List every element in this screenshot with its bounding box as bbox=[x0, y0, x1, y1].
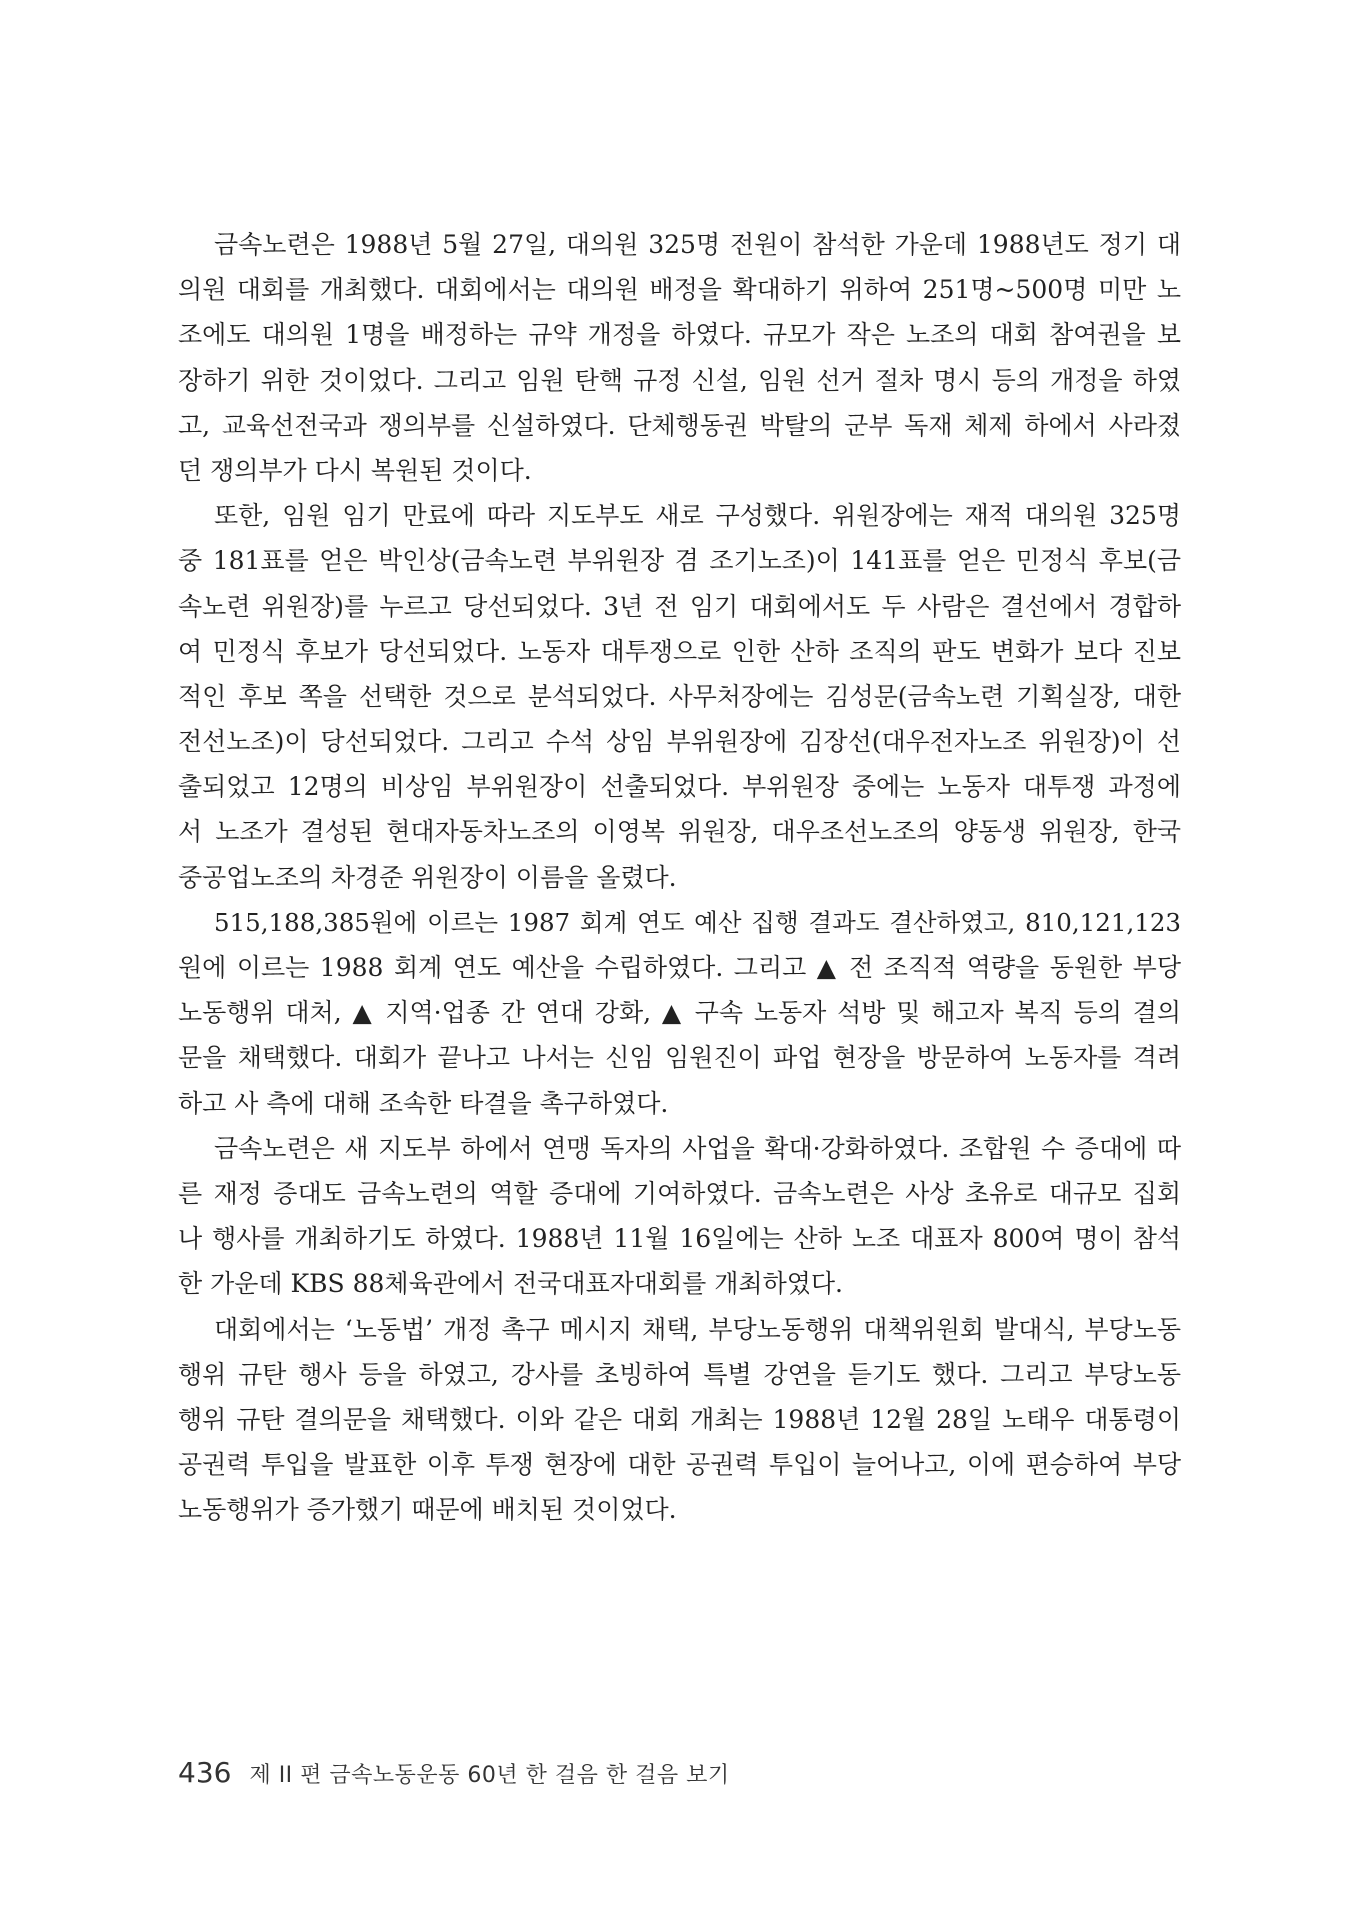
text-line: 금속노련은 1988년 5월 27일, 대의원 325명 전원이 참석한 가운데 1988년도 정기 대 bbox=[214, 230, 1181, 259]
text-line: 장하기 위한 것이었다. 그리고 임원 탄핵 규정 신설, 임원 선거 절차 명시 등의 개정을 하였 bbox=[178, 365, 1181, 395]
text-line: 노동행위 대처, ▲ 지역·업종 간 연대 강화, ▲ 구속 노동자 석방 및 해고자 복직 등의 결의 bbox=[178, 998, 1181, 1028]
paragraph-4 bbox=[178, 1126, 1181, 1307]
text-line: 또한, 임원 임기 만료에 따라 지도부도 새로 구성했다. 위원장에는 재적 대의원 325명 bbox=[214, 501, 1181, 531]
page-footer bbox=[178, 1756, 730, 1796]
text-line: 중 181표를 얻은 박인상(금속노련 부위원장 겸 조기노조)이 141표를 얻은 민정식 후보(금 bbox=[178, 546, 1181, 576]
paragraph-3 bbox=[178, 900, 1181, 1126]
text-line: 던 쟁의부가 다시 복원된 것이다. bbox=[178, 455, 532, 485]
running-title: 제 II 편 금속노동운동 60년 한 걸음 한 걸음 보기 bbox=[249, 1763, 730, 1788]
text-line: 대회에서는 ‘노동법’ 개정 촉구 메시지 채택, 부당노동행위 대책위원회 발대식, 부당노동 bbox=[214, 1314, 1181, 1344]
page-body bbox=[178, 222, 1181, 1532]
page-number: 436 bbox=[178, 1756, 232, 1789]
paragraph-1 bbox=[178, 222, 1181, 493]
text-line: 른 재정 증대도 금속노련의 역할 증대에 기여하였다. 금속노련은 사상 초유로 대규모 집회 bbox=[178, 1178, 1181, 1208]
text-line: 금속노련은 새 지도부 하에서 연맹 독자의 사업을 확대·강화하였다. 조합원 수 증대에 따 bbox=[214, 1133, 1181, 1163]
paragraph-2 bbox=[178, 493, 1181, 900]
text-line: 의원 대회를 개최했다. 대회에서는 대의원 배정을 확대하기 위하여 251명~500명 미만 노 bbox=[178, 275, 1181, 305]
text-line: 전선노조)이 당선되었다. 그리고 수석 상임 부위원장에 김장선(대우전자노조 위원장)이 선 bbox=[178, 727, 1181, 757]
text-line: 원에 이르는 1988 회계 연도 예산을 수립하였다. 그리고 ▲ 전 조직적 역량을 동원한 부당 bbox=[178, 953, 1181, 982]
text-line: 적인 후보 쪽을 선택한 것으로 분석되었다. 사무처장에는 김성문(금속노련 기획실장, 대한 bbox=[178, 681, 1181, 711]
text-line: 515,188,385원에 이르는 1987 회계 연도 예산 집행 결과도 결산하였고, 810,121,123 bbox=[214, 907, 1181, 937]
text-line: 문을 채택했다. 대회가 끝나고 나서는 신임 임원진이 파업 현장을 방문하여 노동자를 격려 bbox=[178, 1043, 1181, 1073]
text-line: 노동행위가 증가했기 때문에 배치된 것이었다. bbox=[178, 1495, 677, 1525]
text-line: 행위 규탄 행사 등을 하였고, 강사를 초빙하여 특별 강연을 듣기도 했다. 그리고 부당노동 bbox=[178, 1359, 1181, 1389]
text-line: 조에도 대의원 1명을 배정하는 규약 개정을 하였다. 규모가 작은 노조의 대회 참여권을 보 bbox=[178, 320, 1181, 350]
text-line: 여 민정식 후보가 당선되었다. 노동자 대투쟁으로 인한 산하 조직의 판도 변화가 보다 진보 bbox=[178, 636, 1181, 666]
text-line: 서 노조가 결성된 현대자동차노조의 이영복 위원장, 대우조선노조의 양동생 위원장, 한국 bbox=[178, 817, 1181, 847]
text-line: 한 가운데 KBS 88체육관에서 전국대표자대회를 개최하였다. bbox=[178, 1269, 843, 1299]
text-line: 나 행사를 개최하기도 하였다. 1988년 11월 16일에는 산하 노조 대표자 800여 명이 참석 bbox=[178, 1224, 1181, 1254]
text-line: 고, 교육선전국과 쟁의부를 신설하였다. 단체행동권 박탈의 군부 독재 체제 하에서 사라졌 bbox=[178, 410, 1181, 440]
text-line: 속노련 위원장)를 누르고 당선되었다. 3년 전 임기 대회에서도 두 사람은 결선에서 경합하 bbox=[178, 591, 1181, 621]
text-line: 출되었고 12명의 비상임 부위원장이 선출되었다. 부위원장 중에는 노동자 대투쟁 과정에 bbox=[178, 772, 1181, 802]
text-line: 행위 규탄 결의문을 채택했다. 이와 같은 대회 개최는 1988년 12월 28일 노태우 대통령이 bbox=[178, 1404, 1181, 1434]
paragraph-5 bbox=[178, 1307, 1181, 1533]
text-line: 하고 사 측에 대해 조속한 타결을 촉구하였다. bbox=[178, 1088, 669, 1118]
text-line: 공권력 투입을 발표한 이후 투쟁 현장에 대한 공권력 투입이 늘어나고, 이에 편승하여 부당 bbox=[178, 1450, 1181, 1480]
text-line: 중공업노조의 차경준 위원장이 이름을 올렸다. bbox=[178, 862, 677, 892]
